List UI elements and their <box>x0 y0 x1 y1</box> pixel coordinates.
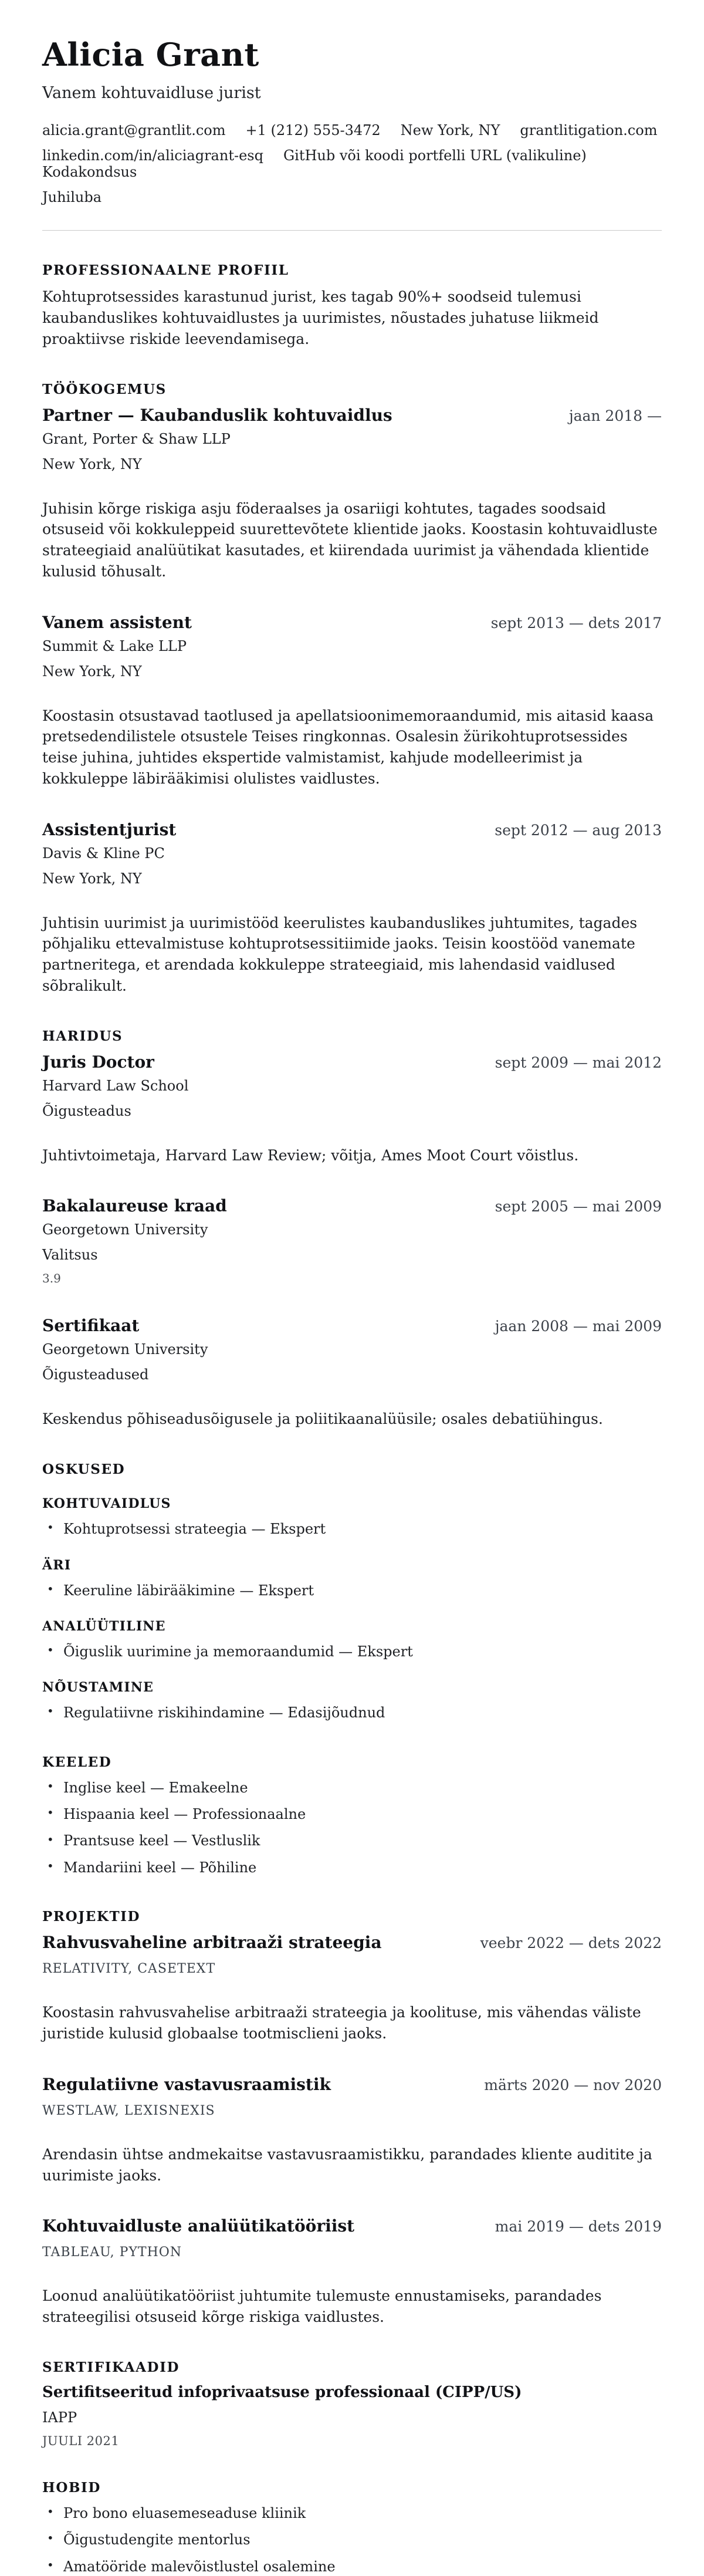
field-of-study: Valitsus <box>42 1247 98 1264</box>
candidate-job-title: Vanem kohtuvaidluse jurist <box>42 84 261 103</box>
job-entry-head <box>42 406 662 425</box>
job-title: Partner — Kaubanduslik kohtuvaidlus <box>42 405 392 425</box>
projects-heading: PROJEKTID <box>42 1909 141 1925</box>
job-entry <box>42 820 662 997</box>
job-dates: jaan 2018 — <box>568 407 662 424</box>
section-languages <box>42 1754 662 1878</box>
contact-phone: +1 (212) 555-3472 <box>245 122 381 139</box>
education-dates: sept 2009 — mai 2012 <box>495 1054 662 1071</box>
section-skills <box>42 1461 662 1723</box>
certification-date: JUULI 2021 <box>42 2433 120 2448</box>
hobby-list <box>42 2504 662 2576</box>
job-entry-head <box>42 613 662 632</box>
languages-heading: KEELED <box>42 1754 112 1770</box>
contact-email: alicia.grant@grantlit.com <box>42 122 226 139</box>
contact-row-3 <box>42 189 662 205</box>
resume-header <box>42 38 662 231</box>
job-company: Davis & Kline PC <box>42 845 165 862</box>
skill-list <box>42 1581 662 1600</box>
job-entry-head <box>42 820 662 839</box>
hobby-item: • Pro bono eluasemeseaduse kliinik <box>42 2504 662 2523</box>
job-location: New York, NY <box>42 455 142 472</box>
contact-github-placeholder: GitHub või koodi portfelli URL (valikuline) <box>283 147 587 164</box>
job-dates: sept 2012 — aug 2013 <box>495 821 662 839</box>
skill-category: NÕUSTAMINE <box>42 1680 154 1696</box>
skill-item: • Õiguslik uurimine ja memoraandumid — Ekspert <box>42 1642 662 1661</box>
skill-list <box>42 1642 662 1661</box>
section-certifications <box>42 2359 662 2448</box>
hobby-item: • Õigustudengite mentorlus <box>42 2530 662 2549</box>
education-dates: sept 2005 — mai 2009 <box>495 1198 662 1216</box>
job-company: Summit & Lake LLP <box>42 637 187 654</box>
contact-row-1 <box>42 122 662 139</box>
job-location: New York, NY <box>42 870 142 887</box>
project-dates: veebr 2022 — dets 2022 <box>480 1934 662 1952</box>
section-profile <box>42 262 662 349</box>
header-divider <box>42 230 662 231</box>
job-description: Koostasin otsustavad taotlused ja apellatsioonimemoraandumid, mis aitasid kaasa pretsedendilistele otsustele Teises ringkonnas. Osalesin žürikohtuprotsessides teise juhina, juhtides ekspertide valmistamist, kahjude modelleerimist ja kokkuleppe läbirääkimisi olulistes vaidlustes. <box>42 707 654 787</box>
profile-heading: PROFESSIONAALNE PROFIIL <box>42 262 289 279</box>
project-description: Koostasin rahvusvahelise arbitraaži strateegia ja koolituse, mis vähendas väliste juristide kulusid globaalse tootmisclieni jaoks. <box>42 2004 641 2042</box>
certification-issuer: IAPP <box>42 2409 77 2426</box>
section-hobbies <box>42 2480 662 2576</box>
project-entry <box>42 2075 662 2186</box>
job-title: Assistentjurist <box>42 819 177 839</box>
education-note: Juhtivtoimetaja, Harvard Law Review; võitja, Ames Moot Court võistlus. <box>42 1146 579 1164</box>
skill-list <box>42 1703 662 1722</box>
degree-title: Bakalaureuse kraad <box>42 1196 227 1216</box>
education-heading: HARIDUS <box>42 1028 123 1044</box>
project-tools: TABLEAU, PYTHON <box>42 2245 182 2260</box>
contact-location: New York, NY <box>400 122 500 139</box>
education-dates: jaan 2008 — mai 2009 <box>495 1318 662 1335</box>
education-note: Keskendus põhiseadusõigusele ja poliitikaanalüüsile; osales debatiühingus. <box>42 1410 603 1428</box>
field-of-study: Õigusteadus <box>42 1102 131 1119</box>
language-item: • Inglise keel — Emakeelne <box>42 1778 662 1797</box>
job-entry <box>42 406 662 582</box>
profile-summary: Kohtuprotsessides karastunud jurist, kes tagab 90%+ soodseid tulemusi kaubanduslikes kohtuvaidlustes ja uurimistes, nõustades juhatuse liikmeid proaktiivse riskide leevendamisega. <box>42 288 599 347</box>
candidate-name: Alicia Grant <box>42 36 259 73</box>
project-description: Loonud analüütikatööriist juhtumite tulemuste ennustamiseks, parandades strateegilisi otsuseid kõrge riskiga vaidlustes. <box>42 2287 602 2326</box>
job-location: New York, NY <box>42 663 142 680</box>
certification-title: Sertifitseeritud infoprivaatsuse professionaal (CIPP/US) <box>42 2383 522 2401</box>
project-entry-head <box>42 2075 662 2094</box>
project-dates: märts 2020 — nov 2020 <box>484 2076 662 2094</box>
section-experience <box>42 381 662 997</box>
project-entry-head <box>42 1933 662 1952</box>
language-item: • Hispaania keel — Professionaalne <box>42 1805 662 1824</box>
project-tools: WESTLAW, LEXISNEXIS <box>42 2103 215 2118</box>
language-item: • Prantsuse keel — Vestluslik <box>42 1831 662 1850</box>
job-company: Grant, Porter & Shaw LLP <box>42 430 231 447</box>
project-tools: RELATIVITY, CASETEXT <box>42 1961 216 1977</box>
education-entry <box>42 1316 662 1430</box>
skill-item: • Keeruline läbirääkimine — Ekspert <box>42 1581 662 1600</box>
skill-category: ANALÜÜTILINE <box>42 1618 166 1634</box>
section-projects <box>42 1909 662 2328</box>
project-description: Arendasin ühtse andmekaitse vastavusraamistikku, parandades kliente auditite ja uurimiste jaoks. <box>42 2145 652 2184</box>
hobby-item: • Amatööride malevõistlustel osalemine <box>42 2557 662 2576</box>
contact-linkedin: linkedin.com/in/aliciagrant-esq <box>42 147 263 164</box>
school-name: Harvard Law School <box>42 1077 189 1094</box>
certification-entry <box>42 2383 662 2448</box>
job-description: Juhisin kõrge riskiga asju föderaalses ja osariigi kohtutes, tagades soodsaid otsuseid või kokkuleppeid suurettevõtete klientide jaoks. Koostasin kohtuvaidluste strateegiaid analüütikat kasutades, et kiirendada uurimist ja vähendada klientide kulusid tõhusalt. <box>42 499 658 580</box>
education-entry <box>42 1052 662 1166</box>
project-entry <box>42 2216 662 2328</box>
skill-item: • Kohtuprotsessi strateegia — Ekspert <box>42 1520 662 1538</box>
hobbies-heading: HOBID <box>42 2479 101 2496</box>
skill-item: • Regulatiivne riskihindamine — Edasijõudnud <box>42 1703 662 1722</box>
job-title: Vanem assistent <box>42 612 192 632</box>
education-entry-head <box>42 1052 662 1072</box>
project-title: Rahvusvaheline arbitraaži strateegia <box>42 1933 382 1953</box>
experience-heading: TÖÖKOGEMUS <box>42 381 167 397</box>
job-entry <box>42 613 662 789</box>
field-of-study: Õigusteadused <box>42 1366 149 1383</box>
job-dates: sept 2013 — dets 2017 <box>490 614 662 632</box>
contact-row-2 <box>42 147 662 180</box>
skill-category: ÄRI <box>42 1557 72 1573</box>
section-education <box>42 1028 662 1430</box>
gpa-value: 3.9 <box>42 1271 61 1286</box>
skills-heading: OSKUSED <box>42 1461 126 1478</box>
degree-title: Sertifikaat <box>42 1316 140 1336</box>
education-entry <box>42 1196 662 1285</box>
project-dates: mai 2019 — dets 2019 <box>495 2218 662 2236</box>
skill-list <box>42 1520 662 1538</box>
degree-title: Juris Doctor <box>42 1052 154 1072</box>
job-description: Juhtisin uurimist ja uurimistööd keerulistes kaubanduslikes juhtumites, tagades põhjaliku ettevalmistuse kohtuprotsessitiimide jaoks. Teisin koostööd vanemate partneritega, et arendada kokkuleppe strateegiaid, mis lahendasid vaidlused sõbralikult. <box>42 914 638 994</box>
education-entry-head <box>42 1196 662 1216</box>
school-name: Georgetown University <box>42 1221 208 1238</box>
certifications-heading: SERTIFIKAADID <box>42 2359 180 2375</box>
school-name: Georgetown University <box>42 1341 208 1358</box>
language-list <box>42 1778 662 1878</box>
project-title: Regulatiivne vastavusraamistik <box>42 2074 331 2094</box>
contact-website: grantlitigation.com <box>520 122 658 139</box>
skill-category: KOHTUVAIDLUS <box>42 1496 171 1512</box>
contact-drivers-license: Juhiluba <box>42 189 102 206</box>
education-entry-head <box>42 1316 662 1335</box>
project-entry <box>42 1933 662 2044</box>
project-title: Kohtuvaidluste analüütikatööriist <box>42 2216 355 2236</box>
language-item: • Mandariini keel — Põhiline <box>42 1858 662 1877</box>
contact-citizenship: Kodakondsus <box>42 164 137 181</box>
project-entry-head <box>42 2216 662 2236</box>
